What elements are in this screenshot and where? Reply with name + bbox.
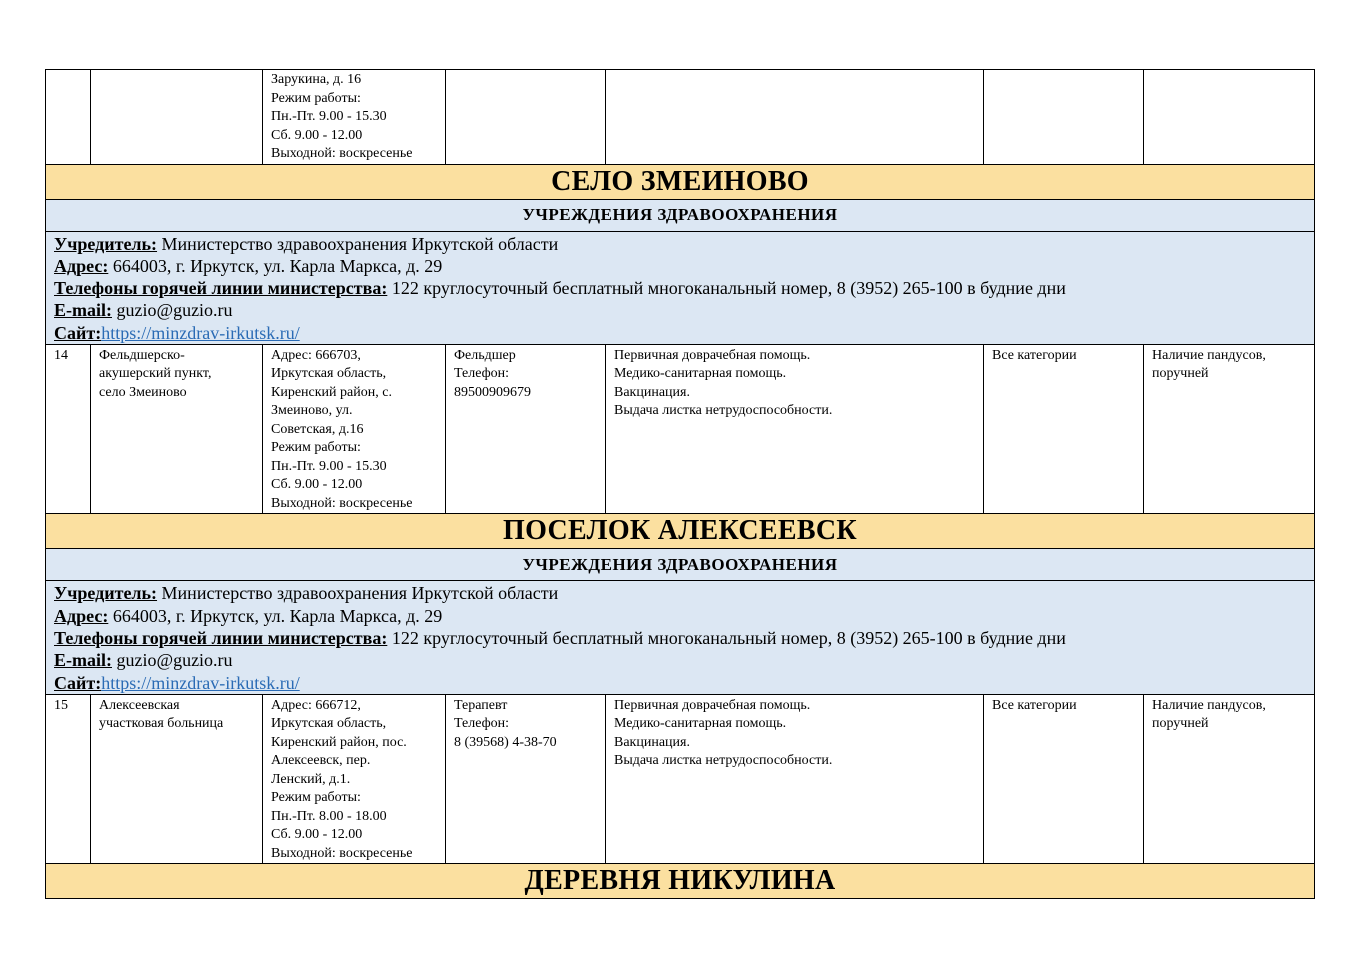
table-row: [46, 344, 1315, 514]
facility-contact: Фельдшер Телефон: 89500909679: [454, 347, 531, 400]
facility-accessibility: Наличие пандусов, поручней: [1152, 697, 1266, 732]
cell-address: [263, 70, 446, 165]
founder-label: Учредитель:: [54, 233, 158, 254]
phones-line: [54, 277, 1314, 299]
founder-label: Учредитель:: [54, 583, 158, 604]
address-label: Адрес:: [54, 605, 109, 626]
cell-contact: [446, 694, 606, 864]
cell-categories: [984, 344, 1144, 514]
site-label: Сайт:: [54, 672, 102, 693]
table-row: [46, 70, 1315, 165]
phones-line: [54, 627, 1314, 649]
section-title: ПОСЕЛОК АЛЕКСЕЕВСК: [46, 514, 1315, 549]
site-label: Сайт:: [54, 322, 102, 343]
facility-address: Адрес: 666703, Иркутская область, Киренский район, с. Змеиново, ул. Советская, д.16 Режим работы: Пн.-Пт. 9.00 - 15.30 Сб. 9.00 - 12.00 Выходной: воскресенье: [271, 347, 413, 511]
section-header: [46, 514, 1315, 549]
site-link[interactable]: https://minzdrav-irkutsk.ru/: [101, 322, 300, 343]
phones-value: 122 круглосуточный бесплатный многоканальный номер, 8 (3952) 265-100 в будние дни: [387, 278, 1066, 299]
address-text: Зарукина, д. 16 Режим работы: Пн.-Пт. 9.00 - 15.30 Сб. 9.00 - 12.00 Выходной: воскресенье: [271, 72, 413, 161]
founder-value: Министерство здравоохранения Иркутской области: [157, 233, 559, 254]
section-header: [46, 864, 1315, 899]
section-title: ДЕРЕВНЯ НИКУЛИНА: [46, 864, 1315, 899]
founder-line: [54, 582, 1314, 604]
facilities-table: [45, 69, 1315, 899]
cell-address: [263, 344, 446, 514]
section-subtitle: УЧРЕЖДЕНИЯ ЗДРАВООХРАНЕНИЯ: [46, 199, 1315, 231]
email-line: [54, 649, 1314, 671]
address-label: Адрес:: [54, 255, 109, 276]
cell-contact: [446, 344, 606, 514]
founder-info-block: [46, 581, 1314, 693]
site-line: [54, 322, 1314, 344]
cell-address: [263, 694, 446, 864]
site-line: [54, 672, 1314, 694]
section-subtitle: УЧРЕЖДЕНИЯ ЗДРАВООХРАНЕНИЯ: [46, 549, 1315, 581]
facility-contact: Терапевт Телефон: 8 (39568) 4-38-70: [454, 697, 557, 750]
founder-line: [54, 233, 1314, 255]
cell-categories: [984, 70, 1144, 165]
phones-label: Телефоны горячей линии министерства:: [54, 278, 388, 299]
founder-info-block: [46, 232, 1314, 344]
cell-categories: [984, 694, 1144, 864]
facility-services: Первичная доврачебная помощь. Медико-санитарная помощь. Вакцинация. Выдача листка нетрудоспособности.: [614, 697, 833, 769]
email-label: E-mail:: [54, 300, 112, 321]
section-title: СЕЛО ЗМЕИНОВО: [46, 164, 1315, 199]
email-line: [54, 299, 1314, 321]
section-subheader: [46, 199, 1315, 231]
phones-value: 122 круглосуточный бесплатный многоканальный номер, 8 (3952) 265-100 в будние дни: [387, 628, 1066, 649]
email-label: E-mail:: [54, 650, 112, 671]
founder-info: [46, 581, 1315, 694]
row-number: 14: [54, 347, 68, 363]
cell-accessibility: [1144, 694, 1315, 864]
facility-services: Первичная доврачебная помощь. Медико-санитарная помощь. Вакцинация. Выдача листка нетрудоспособности.: [614, 347, 833, 419]
founder-value: Министерство здравоохранения Иркутской области: [157, 583, 559, 604]
email-value: guzio@guzio.ru: [112, 650, 233, 671]
cell-services: [606, 694, 984, 864]
cell-name: [91, 70, 263, 165]
founder-info: [46, 231, 1315, 344]
cell-accessibility: [1144, 344, 1315, 514]
cell-services: [606, 70, 984, 165]
cell-contact: [446, 70, 606, 165]
cell-services: [606, 344, 984, 514]
email-value: guzio@guzio.ru: [112, 300, 233, 321]
cell-number: [46, 694, 91, 864]
facility-categories: Все категории: [992, 697, 1077, 713]
cell-number: [46, 344, 91, 514]
address-value: 664003, г. Иркутск, ул. Карла Маркса, д. 29: [108, 605, 443, 626]
address-value: 664003, г. Иркутск, ул. Карла Маркса, д. 29: [108, 255, 443, 276]
table-row: [46, 694, 1315, 864]
facility-name: Фельдшерско- акушерский пункт, село Змеиново: [99, 347, 212, 400]
site-link[interactable]: https://minzdrav-irkutsk.ru/: [101, 672, 300, 693]
section-header: [46, 164, 1315, 199]
cell-number: [46, 70, 91, 165]
cell-name: [91, 344, 263, 514]
section-subheader: [46, 549, 1315, 581]
address-line: [54, 605, 1314, 627]
cell-accessibility: [1144, 70, 1315, 165]
address-line: [54, 255, 1314, 277]
facility-accessibility: Наличие пандусов, поручней: [1152, 347, 1266, 382]
phones-label: Телефоны горячей линии министерства:: [54, 628, 388, 649]
cell-name: [91, 694, 263, 864]
facility-address: Адрес: 666712, Иркутская область, Киренский район, пос. Алексеевск, пер. Ленский, д.1. Режим работы: Пн.-Пт. 8.00 - 18.00 Сб. 9.00 - 12.00 Выходной: воскресенье: [271, 697, 413, 861]
row-number: 15: [54, 697, 68, 713]
facility-categories: Все категории: [992, 347, 1077, 363]
facility-name: Алексеевская участковая больница: [99, 697, 224, 732]
